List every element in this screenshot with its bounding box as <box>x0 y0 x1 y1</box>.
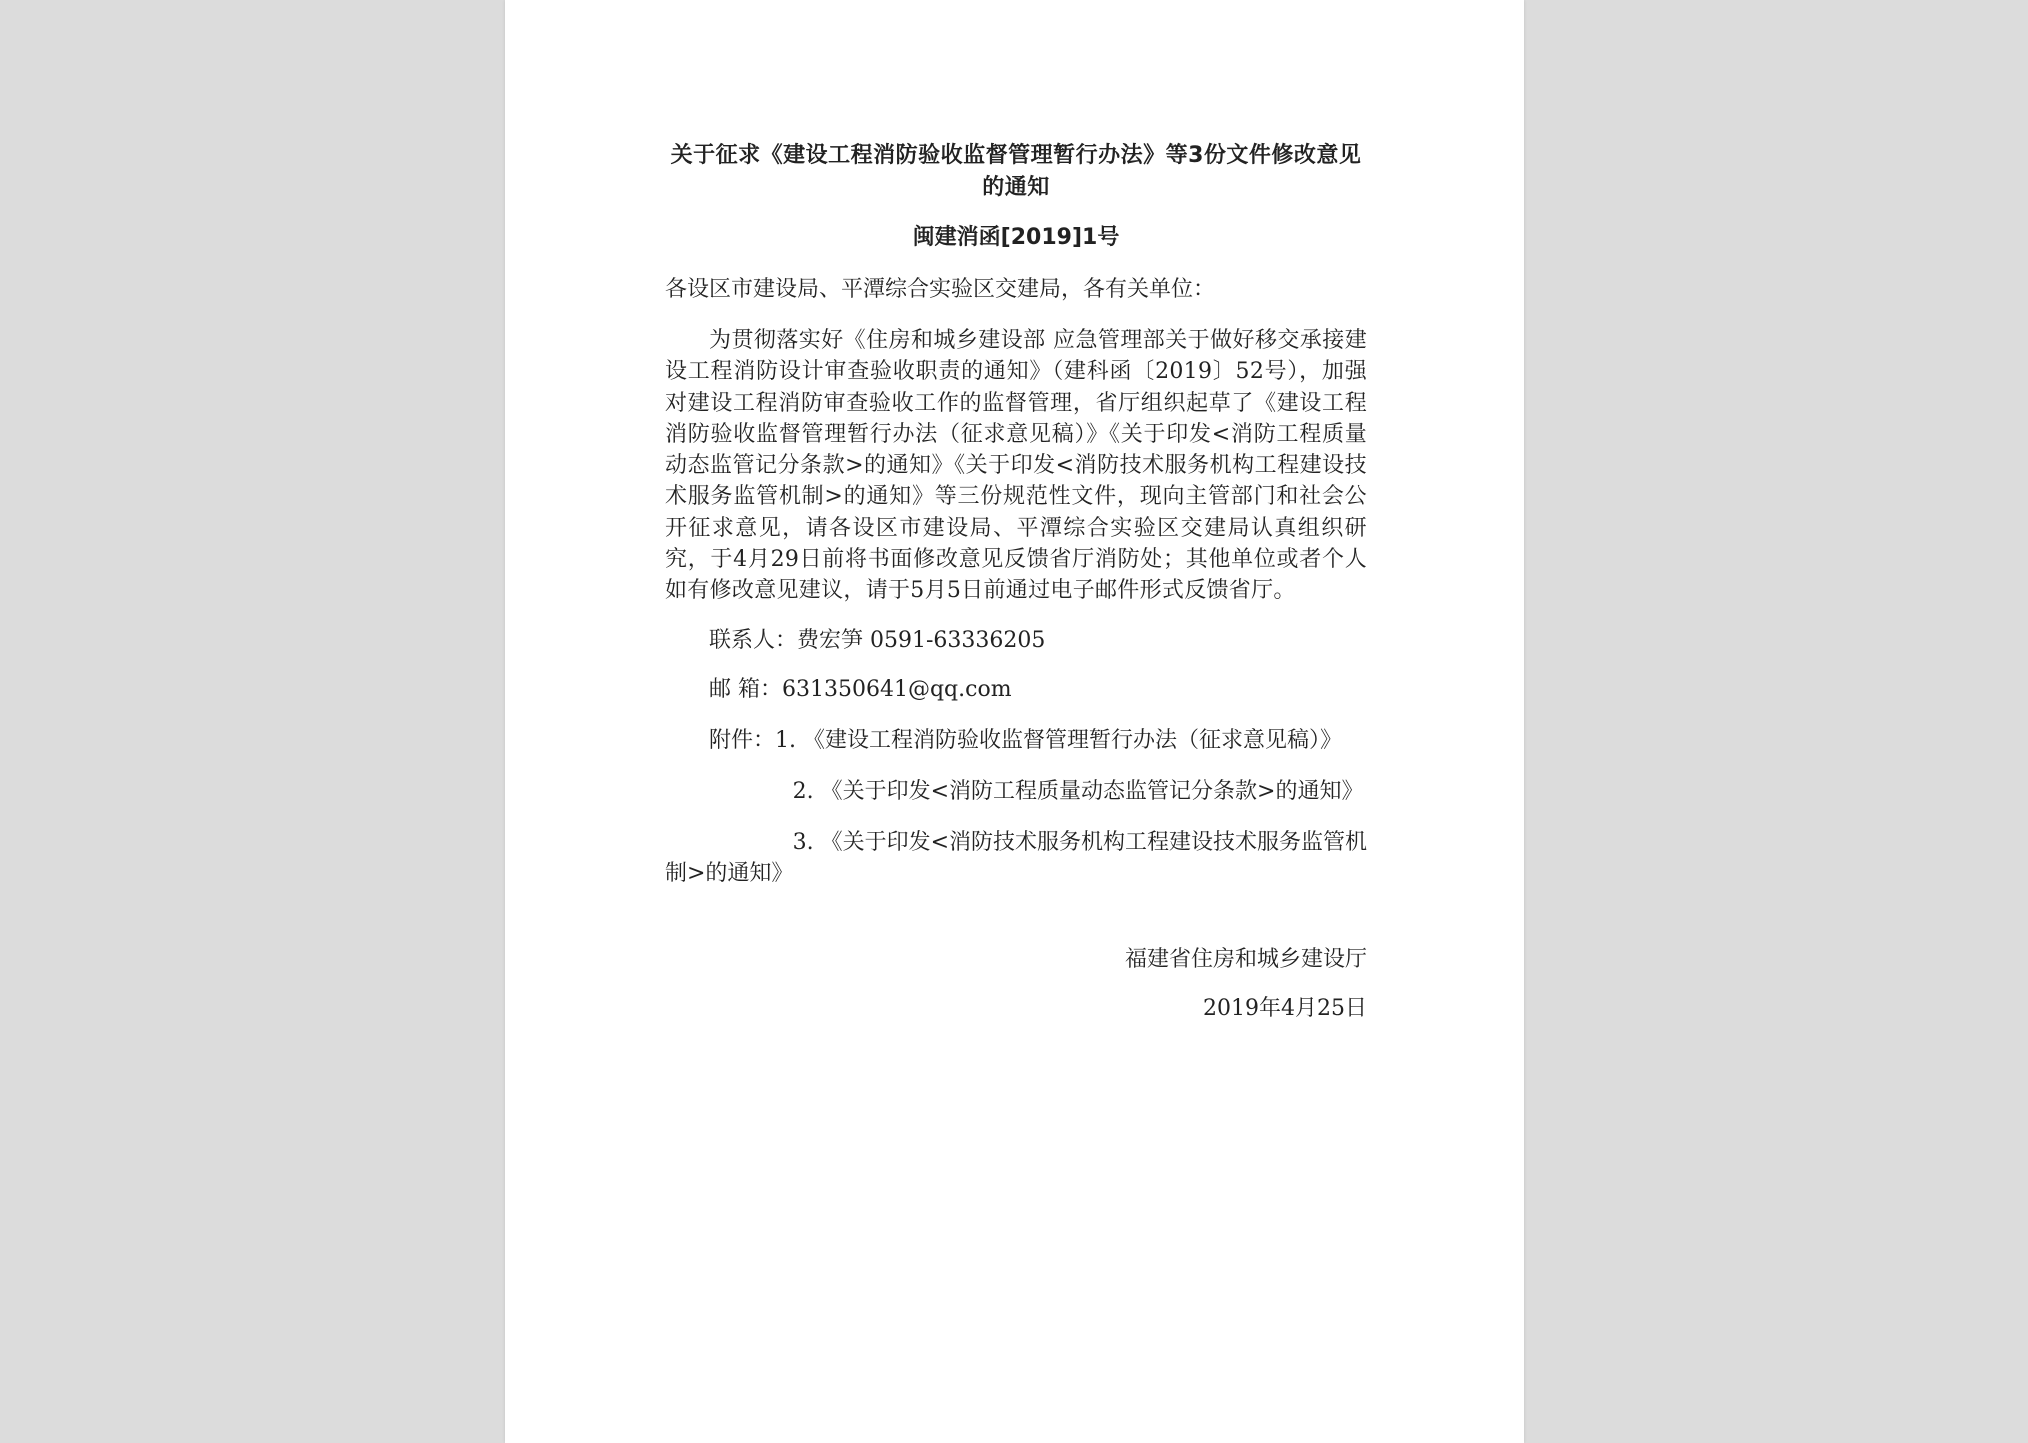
document-title: 关于征求《建设工程消防验收监督管理暂行办法》等3份文件修改意见的通知 <box>670 143 1362 200</box>
attachment-item-1: 附件：1. 《建设工程消防验收监督管理暂行办法（征求意见稿）》 <box>709 727 1342 753</box>
contact-email: 邮 箱：631350641@qq.com <box>709 676 1012 702</box>
document-number: 闽建消函[2019]1号 <box>912 225 1120 250</box>
attachment-item-2: 2. 《关于印发<消防工程质量动态监管记分条款>的通知》 <box>792 778 1364 804</box>
issuer-signature: 福建省住房和城乡建设厅 <box>1124 946 1367 972</box>
salutation: 各设区市建设局、平潭综合实验区交建局，各有关单位： <box>665 277 1216 302</box>
attachment-item-3: 3. 《关于印发<消防技术服务机构工程建设技术服务监管机制>的通知》 <box>665 829 1368 886</box>
page-content <box>665 140 1367 1024</box>
document-page <box>505 0 1524 1443</box>
issue-date: 2019年4月25日 <box>1203 995 1367 1021</box>
body-paragraph: 为贯彻落实好《住房和城乡建设部 应急管理部关于做好移交承接建设工程消防设计审查验收职责的通知》（建科函〔2019〕52号），加强对建设工程消防审查验收工作的监督管理，省厅组织起草了《建设工程消防验收监督管理暂行办法（征求意见稿）》《关于印发<消防工程质量动态监管记分条款>的通知》《关于印发<消防技术服务机构工程建设技术服务监管机制>的通知》等三份规范性文件，现向主管部门和社会公开征求意见，请各设区市建设局、平潭综合实验区交建局认真组织研究，于4月29日前将书面修改意见反馈省厅消防处；其他单位或者个人如有修改意见建议，请于5月5日前通过电子邮件形式反馈省厅。 <box>665 328 1367 604</box>
contact-person: 联系人：费宏笋 0591-63336205 <box>709 627 1046 653</box>
